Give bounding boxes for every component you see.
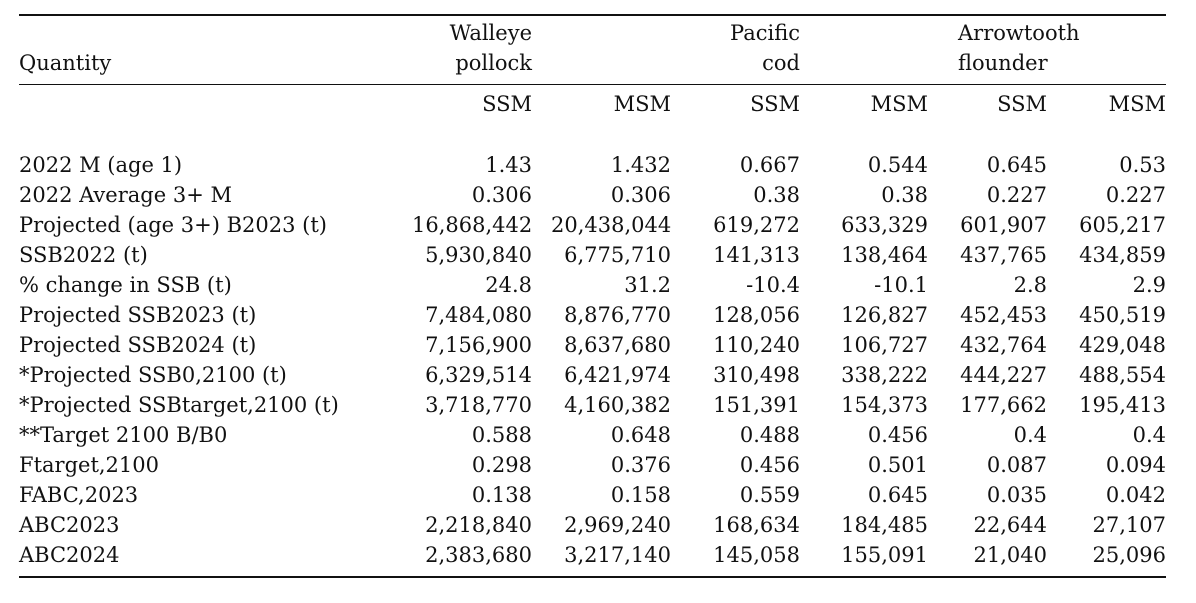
row-label-projected-b2023: Projected (age 3+) B2023 (t) xyxy=(19,213,327,237)
row-label-abc2023: ABC2023 xyxy=(19,513,120,537)
species-walleye-pollock xyxy=(412,18,532,78)
cell-r1-c5: 0.645 xyxy=(986,153,1047,177)
method-header-4: MSM xyxy=(870,92,928,116)
cell-r5-c2: 31.2 xyxy=(624,273,671,297)
cell-r12-c2: 0.158 xyxy=(610,483,671,507)
row-label-projected-ssb-target-2100: *Projected SSBtarget,2100 (t) xyxy=(19,393,339,417)
cell-r2-c4: 0.38 xyxy=(881,183,928,207)
cell-r9-c3: 151,391 xyxy=(713,393,800,417)
row-label-projected-ssb2024: Projected SSB2024 (t) xyxy=(19,333,257,357)
species-pacific-line2: cod xyxy=(762,51,800,75)
method-header-6: MSM xyxy=(1108,92,1166,116)
species-walleye-line2: pollock xyxy=(455,51,532,75)
row-label-ssb2022: SSB2022 (t) xyxy=(19,243,148,267)
species-arrowtooth-flounder xyxy=(958,18,1108,78)
cell-r8-c3: 310,498 xyxy=(713,363,800,387)
cell-r1-c4: 0.544 xyxy=(867,153,928,177)
cell-r2-c3: 0.38 xyxy=(753,183,800,207)
row-label-projected-ssb0-2100: *Projected SSB0,2100 (t) xyxy=(19,363,287,387)
species-walleye-line1: Walleye xyxy=(449,21,532,45)
cell-r3-c1: 16,868,442 xyxy=(412,213,533,237)
row-label-projected-ssb2023: Projected SSB2023 (t) xyxy=(19,303,257,327)
cell-r12-c1: 0.138 xyxy=(471,483,532,507)
cell-r14-c3: 145,058 xyxy=(713,543,800,567)
cell-r13-c1: 2,218,840 xyxy=(425,513,532,537)
species-pacific-line1: Pacific xyxy=(730,21,800,45)
cell-r11-c3: 0.456 xyxy=(739,453,800,477)
cell-r6-c5: 452,453 xyxy=(960,303,1047,327)
cell-r8-c6: 488,554 xyxy=(1079,363,1166,387)
row-label-percent-change-ssb: % change in SSB (t) xyxy=(19,273,232,297)
cell-r13-c6: 27,107 xyxy=(1092,513,1166,537)
row-label-f-target-2100: Ftarget,2100 xyxy=(19,453,159,477)
species-arrowtooth-line1: Arrowtooth xyxy=(958,21,1080,45)
cell-r1-c6: 0.53 xyxy=(1119,153,1166,177)
cell-r7-c4: 106,727 xyxy=(841,333,928,357)
cell-r1-c2: 1.432 xyxy=(610,153,671,177)
cell-r5-c3: -10.4 xyxy=(746,273,800,297)
cell-r5-c6: 2.9 xyxy=(1132,273,1166,297)
cell-r3-c2: 20,438,044 xyxy=(551,213,672,237)
cell-r6-c2: 8,876,770 xyxy=(564,303,671,327)
cell-r6-c3: 128,056 xyxy=(713,303,800,327)
method-header-2: MSM xyxy=(613,92,671,116)
cell-r2-c5: 0.227 xyxy=(986,183,1047,207)
cell-r12-c3: 0.559 xyxy=(739,483,800,507)
cell-r13-c4: 184,485 xyxy=(841,513,928,537)
cell-r8-c5: 444,227 xyxy=(960,363,1047,387)
cell-r10-c3: 0.488 xyxy=(739,423,800,447)
cell-r5-c5: 2.8 xyxy=(1013,273,1047,297)
cell-r13-c3: 168,634 xyxy=(713,513,800,537)
cell-r9-c5: 177,662 xyxy=(960,393,1047,417)
cell-r6-c4: 126,827 xyxy=(841,303,928,327)
cell-r14-c6: 25,096 xyxy=(1092,543,1166,567)
cell-r7-c3: 110,240 xyxy=(713,333,800,357)
cell-r12-c6: 0.042 xyxy=(1105,483,1166,507)
cell-r2-c6: 0.227 xyxy=(1105,183,1166,207)
cell-r10-c6: 0.4 xyxy=(1132,423,1166,447)
cell-r9-c2: 4,160,382 xyxy=(564,393,671,417)
cell-r3-c3: 619,272 xyxy=(713,213,800,237)
cell-r6-c6: 450,519 xyxy=(1079,303,1166,327)
cell-r14-c1: 2,383,680 xyxy=(425,543,532,567)
cell-r10-c5: 0.4 xyxy=(1013,423,1047,447)
row-label-average-3plus-m: 2022 Average 3+ M xyxy=(19,183,232,207)
cell-r4-c6: 434,859 xyxy=(1079,243,1166,267)
cell-r1-c1: 1.43 xyxy=(485,153,532,177)
method-header-3: SSM xyxy=(750,92,800,116)
cell-r4-c2: 6,775,710 xyxy=(564,243,671,267)
cell-r3-c5: 601,907 xyxy=(960,213,1047,237)
method-header-1: SSM xyxy=(482,92,532,116)
cell-r11-c6: 0.094 xyxy=(1105,453,1166,477)
cell-r14-c5: 21,040 xyxy=(973,543,1047,567)
bottom-rule xyxy=(19,576,1166,578)
cell-r14-c2: 3,217,140 xyxy=(564,543,671,567)
cell-r7-c5: 432,764 xyxy=(960,333,1047,357)
cell-r3-c6: 605,217 xyxy=(1079,213,1166,237)
row-label-f-abc-2023: FABC,2023 xyxy=(19,483,139,507)
cell-r14-c4: 155,091 xyxy=(841,543,928,567)
quantity-header: Quantity xyxy=(19,51,112,75)
cell-r7-c1: 7,156,900 xyxy=(425,333,532,357)
cell-r9-c4: 154,373 xyxy=(841,393,928,417)
cell-r9-c1: 3,718,770 xyxy=(425,393,532,417)
cell-r4-c1: 5,930,840 xyxy=(425,243,532,267)
top-rule xyxy=(19,14,1166,16)
cell-r2-c1: 0.306 xyxy=(471,183,532,207)
method-header-5: SSM xyxy=(997,92,1047,116)
cell-r11-c5: 0.087 xyxy=(986,453,1047,477)
cell-r10-c2: 0.648 xyxy=(610,423,671,447)
row-label-abc2024: ABC2024 xyxy=(19,543,120,567)
cell-r12-c5: 0.035 xyxy=(986,483,1047,507)
header-rule xyxy=(19,84,1166,85)
cell-r3-c4: 633,329 xyxy=(841,213,928,237)
species-arrowtooth-line2: flounder xyxy=(958,51,1048,75)
row-label-age1-m: 2022 M (age 1) xyxy=(19,153,183,177)
cell-r9-c6: 195,413 xyxy=(1079,393,1166,417)
cell-r10-c4: 0.456 xyxy=(867,423,928,447)
cell-r10-c1: 0.588 xyxy=(471,423,532,447)
cell-r7-c6: 429,048 xyxy=(1079,333,1166,357)
cell-r8-c4: 338,222 xyxy=(841,363,928,387)
cell-r11-c1: 0.298 xyxy=(471,453,532,477)
cell-r11-c2: 0.376 xyxy=(610,453,671,477)
row-label-target-2100-b-over-b0: **Target 2100 B/B0 xyxy=(19,423,228,447)
cell-r1-c3: 0.667 xyxy=(739,153,800,177)
cell-r2-c2: 0.306 xyxy=(610,183,671,207)
cell-r13-c2: 2,969,240 xyxy=(564,513,671,537)
cell-r6-c1: 7,484,080 xyxy=(425,303,532,327)
cell-r7-c2: 8,637,680 xyxy=(564,333,671,357)
cell-r13-c5: 22,644 xyxy=(973,513,1047,537)
species-pacific-cod xyxy=(680,18,800,78)
cell-r8-c2: 6,421,974 xyxy=(564,363,671,387)
cell-r4-c4: 138,464 xyxy=(841,243,928,267)
cell-r5-c4: -10.1 xyxy=(874,273,928,297)
cell-r5-c1: 24.8 xyxy=(485,273,532,297)
cell-r4-c3: 141,313 xyxy=(713,243,800,267)
cell-r11-c4: 0.501 xyxy=(867,453,928,477)
cell-r4-c5: 437,765 xyxy=(960,243,1047,267)
cell-r8-c1: 6,329,514 xyxy=(425,363,532,387)
cell-r12-c4: 0.645 xyxy=(867,483,928,507)
